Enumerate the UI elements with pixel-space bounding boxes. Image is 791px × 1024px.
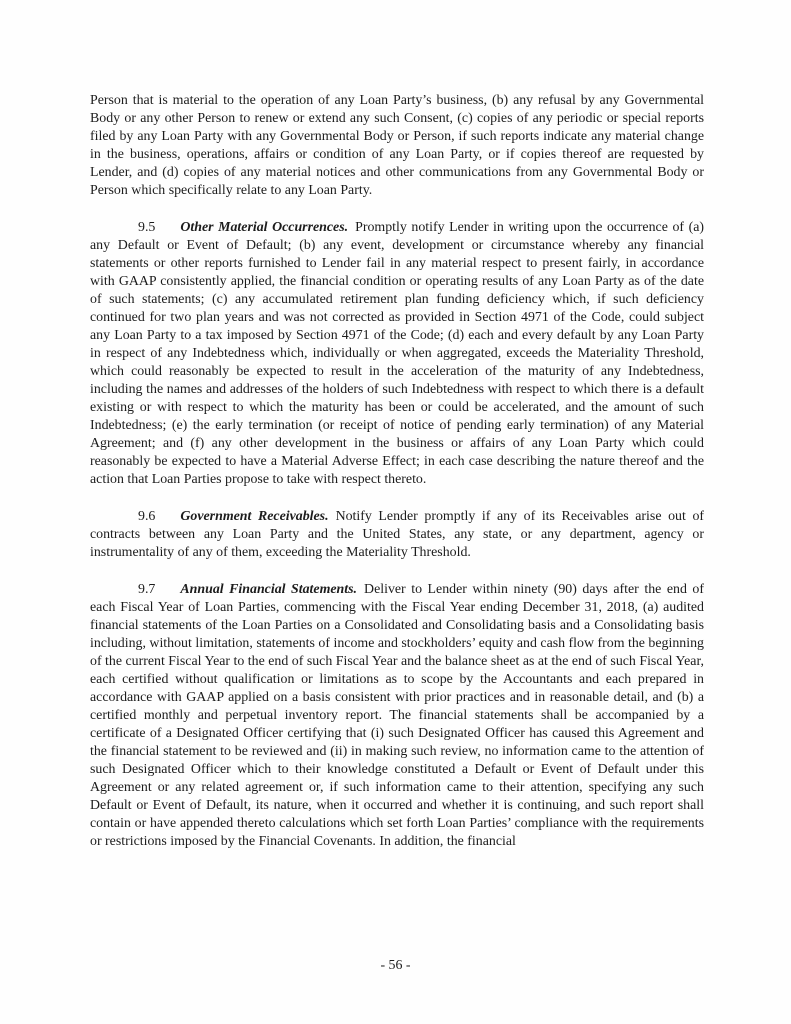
section-9-5-number: 9.5 bbox=[138, 220, 156, 235]
section-9-7-number: 9.7 bbox=[138, 582, 156, 597]
page-number: - 56 - bbox=[380, 958, 411, 973]
paragraph-continuation bbox=[90, 92, 704, 200]
section-9-6-heading: Government Receivables. bbox=[180, 509, 329, 524]
section-9-6 bbox=[90, 508, 704, 562]
section-9-5 bbox=[90, 219, 704, 489]
paragraph-continuation-text: Person that is material to the operation of any Loan Party’s business, (b) any refusal by any Governmental Body or any other Person to renew or extend any such Consent, (c) copies of any periodic or special reports filed by any Loan Party with any Governmental Body or Person, if such reports indicate any material change in the business, operations, affairs or condition of any Loan Party, or if copies thereof are requested by Lender, and (d) copies of any material notices and other communications from any Governmental Body or Person which specifically relate to any Loan Party. bbox=[90, 93, 704, 198]
section-9-7 bbox=[90, 581, 704, 851]
section-9-5-body: Promptly notify Lender in writing upon the occurrence of (a) any Default or Event of Default; (b) any event, development or circumstance whereby any financial statements or other reports furnished to Lender fail in any material respect to present fairly, in accordance with GAAP consistently applied, the financial condition or operating results of any Loan Party as of the date of such statements; (c) any accumulated retirement plan funding deficiency which, if such deficiency continued for two plan years and was not corrected as provided in Section 4971 of the Code, could subject any Loan Party to a tax imposed by Section 4971 of the Code; (d) each and every default by any Loan Party in respect of any Indebtedness which, individually or when aggregated, exceeds the Materiality Threshold, which could reasonably be expected to result in the acceleration of the maturity of any Indebtedness, including the names and addresses of the holders of such Indebtedness with respect to which there is a default existing or with respect to which the maturity has been or could be accelerated, and the amount of such Indebtedness; (e) the early termination (or receipt of notice of pending early termination) of any Material Agreement; and (f) any other development in the business or affairs of any Loan Party which could reasonably be expected to have a Material Adverse Effect; in each case describing the nature thereof and the action that Loan Parties propose to take with respect thereto. bbox=[90, 220, 704, 487]
section-9-6-number: 9.6 bbox=[138, 509, 156, 524]
document-text-block bbox=[90, 92, 704, 851]
section-9-5-heading: Other Material Occurrences. bbox=[180, 220, 349, 235]
section-9-7-heading: Annual Financial Statements. bbox=[180, 582, 358, 597]
section-9-7-body: Deliver to Lender within ninety (90) days after the end of each Fiscal Year of Loan Parties, commencing with the Fiscal Year ending December 31, 2018, (a) audited financial statements of the Loan Parties on a Consolidated and Consolidating basis and a Consolidating basis including, without limitation, statements of income and stockholders’ equity and cash flow from the beginning of the current Fiscal Year to the end of such Fiscal Year and the balance sheet as at the end of such Fiscal Year, each certified without qualification or limitations as to scope by the Accountants and each prepared in accordance with GAAP applied on a basis consistent with prior practices and in reasonable detail, and (b) a certified monthly and perpetual inventory report. The financial statements shall be accompanied by a certificate of a Designated Officer certifying that (i) such Designated Officer has caused this Agreement and the financial statement to be reviewed and (ii) in making such review, no information came to the attention of such Designated Officer which to their knowledge constituted a Default or Event of Default under this Agreement or any related agreement or, if such information came to their attention, specifying any such Default or Event of Default, its nature, when it occurred and whether it is continuing, and such report shall contain or have appended thereto calculations which set forth Loan Parties’ compliance with the requirements or restrictions imposed by the Financial Covenants. In addition, the financial bbox=[90, 582, 704, 849]
section-9-6-body: Notify Lender promptly if any of its Receivables arise out of contracts between any Loan Party and the United States, any state, or any department, agency or instrumentality of any of them, exceeding the Materiality Threshold. bbox=[90, 509, 705, 560]
